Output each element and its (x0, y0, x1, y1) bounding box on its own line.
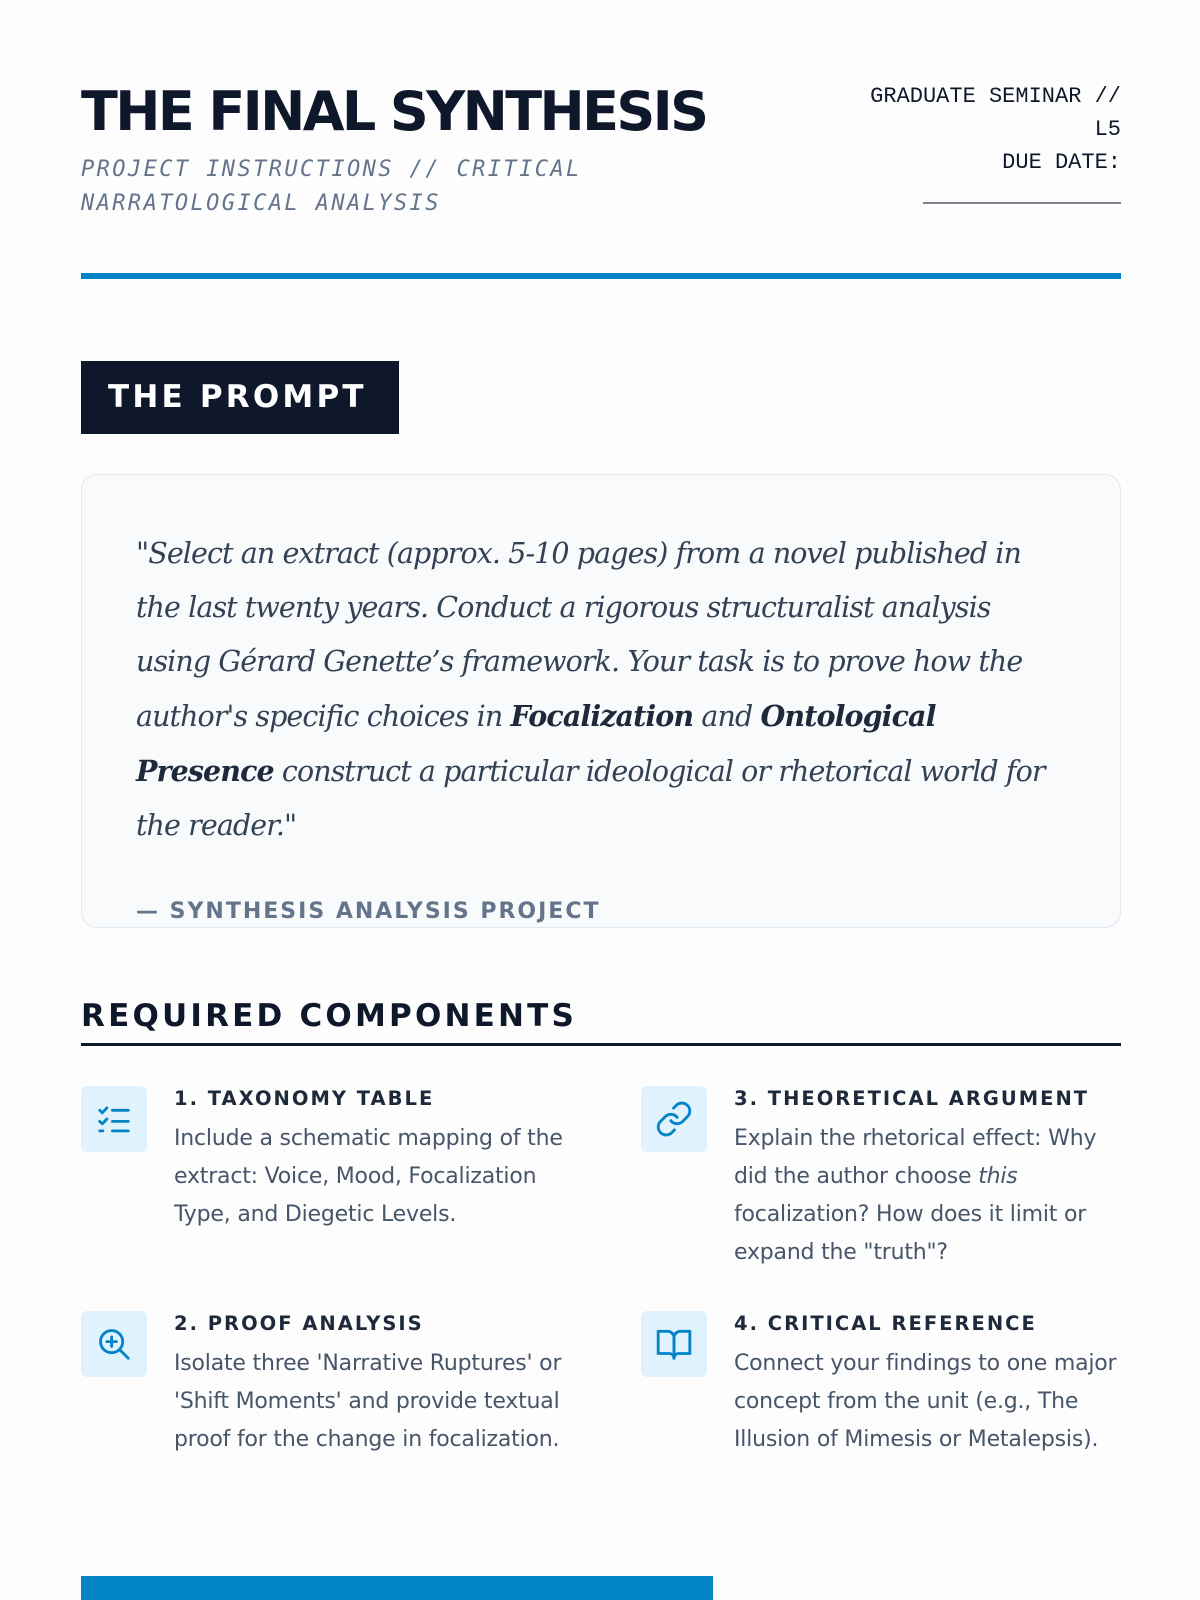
component-body (734, 1086, 1124, 1272)
book-open-icon (641, 1311, 707, 1377)
quote-text-1: "Select an extract (approx. 5-10 pages) from a novel published in the last twenty years. Conduct a rigorous structuralist analysis using Gérard Genette’s framework. Your task is to prove how the author's specific choices in (136, 537, 1023, 733)
quote-source: — SYNTHESIS ANALYSIS PROJECT (136, 899, 601, 924)
page-subtitle: PROJECT INSTRUCTIONS // CRITICAL NARRATOLOGICAL ANALYSIS (81, 157, 582, 216)
component-title: 3. THEORETICAL ARGUMENT (734, 1087, 1090, 1110)
prompt-quote (136, 527, 1066, 853)
course-meta (831, 80, 1121, 212)
component-body (734, 1311, 1124, 1459)
quote-term-ontological-presence: Ontological Presence (136, 699, 936, 788)
desc-text-2: focalization? How does it limit or expand the "truth"? (734, 1202, 1087, 1265)
meta-due-blank: _______________ (922, 183, 1121, 208)
quote-text-2: and (693, 700, 761, 733)
component-body (174, 1086, 564, 1234)
zoom-in-icon (81, 1311, 147, 1377)
meta-course: GRADUATE SEMINAR // (870, 84, 1121, 109)
link-icon (641, 1086, 707, 1152)
assignment-page (81, 0, 1121, 1452)
prompt-card (81, 474, 1121, 928)
page-title: THE FINAL SYNTHESIS (81, 80, 707, 143)
component-body (174, 1311, 564, 1459)
prompt-badge: THE PROMPT (81, 361, 399, 434)
quote-term-focalization: Focalization (510, 699, 694, 733)
checklist-icon (81, 1086, 147, 1152)
component-description (734, 1120, 1124, 1272)
component-title: 2. PROOF ANALYSIS (174, 1312, 424, 1335)
meta-due-label: DUE DATE: (1002, 150, 1121, 175)
footer-accent-bar (81, 1576, 713, 1600)
component-description: Connect your findings to one major concept from the unit (e.g., The Illusion of Mimesis or Metalepsis). (734, 1351, 1117, 1452)
component-title: 4. CRITICAL REFERENCE (734, 1312, 1037, 1335)
desc-text-1: Explain the rhetorical effect: Why did the author choose (734, 1126, 1097, 1189)
meta-level: L5 (1094, 117, 1121, 142)
desc-emphasis: this (978, 1164, 1018, 1189)
component-description: Isolate three 'Narrative Ruptures' or 'Shift Moments' and provide textual proof for the change in focalization. (174, 1351, 562, 1452)
header-divider (81, 273, 1121, 279)
required-components-heading: REQUIRED COMPONENTS (81, 998, 578, 1034)
page-header (81, 0, 1121, 283)
quote-text-3: construct a particular ideological or rhetorical world for the reader." (136, 755, 1045, 842)
component-title: 1. TAXONOMY TABLE (174, 1087, 435, 1110)
component-description: Include a schematic mapping of the extract: Voice, Mood, Focalization Type, and Diegetic Levels. (174, 1126, 563, 1227)
required-components-divider (81, 1043, 1121, 1046)
